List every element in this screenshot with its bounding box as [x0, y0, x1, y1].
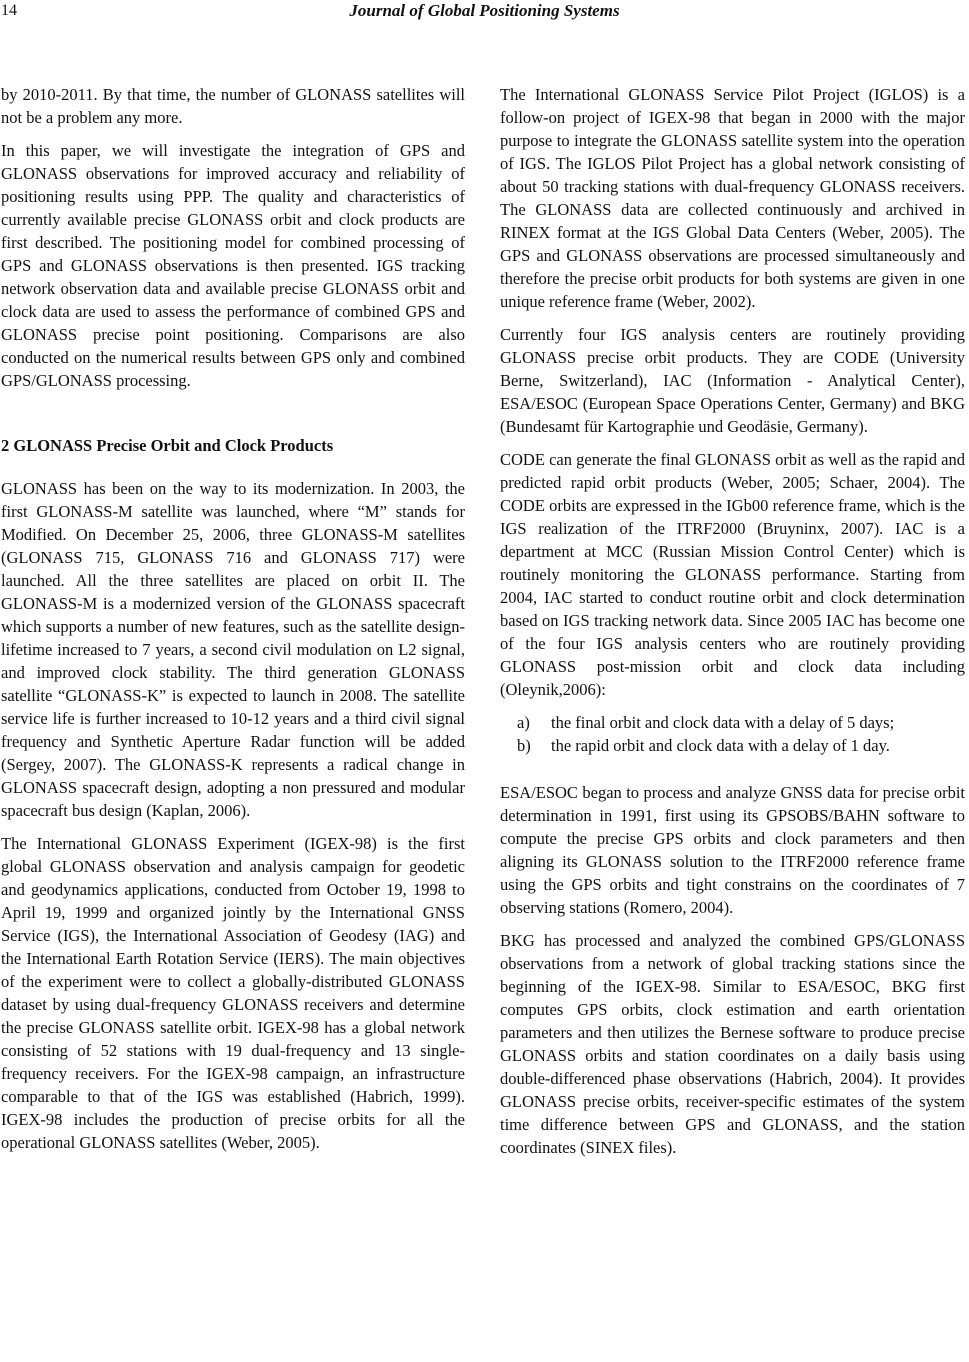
paragraph: Currently four IGS analysis centers are routinely providing GLONASS precise orbit products. They are CODE (University Berne, Switzerland), IAC (Information - Analytical Center), ESA/ESOC (European Space Operations Center, Germany) and BKG (Bundesamt für Kartographie und Geodäsie, Germany). — [500, 325, 965, 436]
list-item — [500, 711, 965, 734]
paragraph: The International GLONASS Experiment (IGEX-98) is the first global GLONASS observation and analysis campaign for geodetic and geodynamics applications, conducted from October 19, 1998 to April 19, 1999 and organized jointly by the International GNSS Service (IGS), the International Association of Geodesy (IAG) and the International Earth Rotation Service (IERS). The main objectives of the experiment were to collect a globally-distributed GLONASS dataset by using dual-frequency GLONASS receivers and determine the precise GLONASS satellite orbit. IGEX-98 has a global network consisting of 52 stations with 19 dual-frequency and 13 single-frequency receivers. For the IGEX-98 campaign, an infrastructure comparable to that of the IGS was established (Habrich, 1999). IGEX-98 includes the production of precise orbits for all the operational GLONASS satellites (Weber, 2005). — [1, 834, 465, 1152]
page-header — [0, 0, 969, 30]
left-column — [1, 83, 465, 1164]
journal-title: Journal of Global Positioning Systems — [349, 1, 620, 20]
paragraph: CODE can generate the final GLONASS orbit as well as the rapid and predicted rapid orbit products (Weber, 2005; Schaer, 2004). The CODE orbits are expressed in the IGb00 reference frame, which is the IGS realization of the ITRF2000 (Bruyninx, 2007). IAC is a department at MCC (Russian Mission Control Center) which is routinely monitoring the GLONASS performance. Starting from 2004, IAC started to conduct routine orbit and clock determination based on IGS tracking network data. Since 2005 IAC has become one of the four IGS analysis centers who are routinely providing GLONASS post-mission orbit and clock data including (Oleynik,2006): — [500, 450, 965, 699]
delay-list — [500, 711, 965, 757]
paragraph: BKG has processed and analyzed the combined GPS/GLONASS observations from a network of global tracking stations since the beginning of the IGEX-98. Similar to ESA/ESOC, BKG first computes GPS orbits, clock estimation and earth orientation parameters and then utilizes the Bernese software to produce precise GLONASS orbits and station coordinates on a daily basis using double-differenced phase observations (Habrich, 2004). It provides GLONASS precise orbits, receiver-specific estimates of the system time difference between GPS and GLONASS, and the station coordinates (SINEX files). — [500, 931, 965, 1157]
right-column — [500, 83, 965, 1169]
list-marker: b) — [517, 736, 531, 755]
list-item-text: the final orbit and clock data with a delay of 5 days; — [551, 713, 895, 732]
list-item — [500, 734, 965, 757]
list-marker: a) — [517, 713, 530, 732]
section-heading: 2 GLONASS Precise Orbit and Clock Products — [1, 436, 334, 455]
spacer — [500, 767, 965, 781]
paragraph: by 2010-2011. By that time, the number of GLONASS satellites will not be a problem any more. — [1, 85, 465, 127]
paragraph: GLONASS has been on the way to its modernization. In 2003, the first GLONASS-M satellite was launched, where “M” stands for Modified. On December 25, 2006, three GLONASS-M satellites (GLONASS 715, GLONASS 716 and GLONASS 717) were launched. All the three satellites are placed on orbit II. The GLONASS-M is a modernized version of the GLONASS spacecraft which supports a number of new features, such as the satellite design-lifetime increased to 7 years, a second civil modulation on L2 signal, and improved clock stability. The third generation GLONASS satellite “GLONASS-K” is expected to launch in 2008. The satellite service life is further increased to 10-12 years and a third civil signal frequency and Synthetic Aperture Radar function will be added (Sergey, 2007). The GLONASS-K represents a radical change in GLONASS spacecraft design, adopting a non pressured and modular spacecraft bus design (Kaplan, 2006). — [1, 479, 465, 820]
paragraph: The International GLONASS Service Pilot Project (IGLOS) is a follow-on project of IGEX-98 that began in 2000 with the major purpose to integrate the GLONASS satellite system into the operation of IGS. The IGLOS Pilot Project has a global network consisting of about 50 tracking stations with dual-frequency GLONASS receivers. The GLONASS data are collected continuously and archived in RINEX format at the IGS Global Data Centers (Weber, 2005). The GPS and GLONASS observations are processed simultaneously and therefore the precise orbit products for both systems are given in one unique reference frame (Weber, 2002). — [500, 85, 965, 311]
paragraph: ESA/ESOC began to process and analyze GNSS data for precise orbit determination in 1991, first using its GPSOBS/BAHN software to compute the precise GPS orbits and clock parameters and then aligning its GLONASS solution to the ITRF2000 reference frame using the GPS orbits and tight constrains on the coordinates of 7 observing stations (Romero, 2004). — [500, 783, 965, 917]
paragraph: In this paper, we will investigate the integration of GPS and GLONASS observations for improved accuracy and reliability of positioning results using PPP. The quality and characteristics of currently available precise GLONASS orbit and clock products are first described. The positioning model for combined processing of GPS and GLONASS observations is then presented. IGS tracking network observation data and available precise GLONASS orbit and clock data are used to assess the performance of combined GPS and GLONASS precise point positioning. Comparisons are also conducted on the numerical results between GPS only and combined GPS/GLONASS processing. — [1, 141, 465, 390]
list-item-text: the rapid orbit and clock data with a delay of 1 day. — [551, 736, 890, 755]
page-number: 14 — [1, 2, 17, 19]
